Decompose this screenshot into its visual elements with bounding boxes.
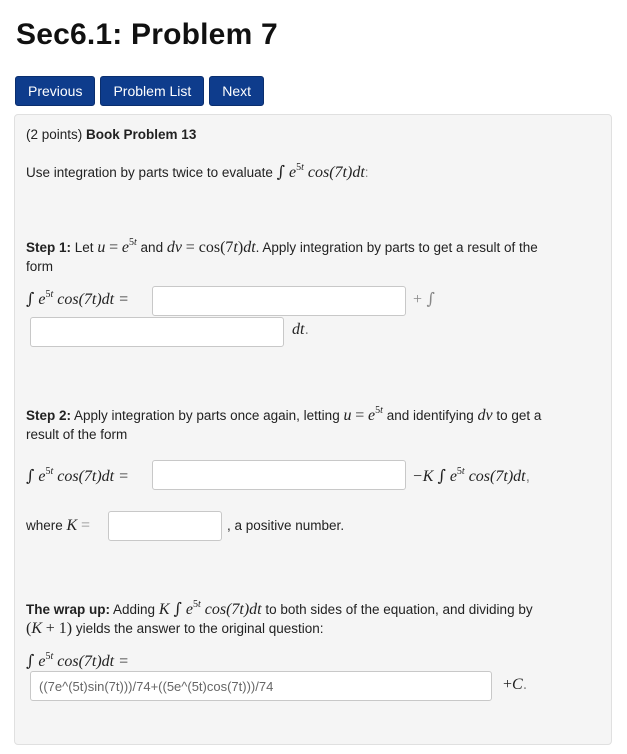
problem-header: [26, 125, 196, 144]
next-button[interactable]: Next: [209, 76, 264, 106]
step2-answer-input[interactable]: [152, 460, 406, 490]
wrapup-label: The wrap up:: [26, 602, 110, 617]
final-answer-input[interactable]: [30, 671, 492, 701]
plus-c: +C.: [503, 676, 528, 693]
previous-button[interactable]: Previous: [15, 76, 95, 106]
step1-label: Step 1:: [26, 240, 72, 255]
wrapup-lhs: ∫ $e^{5t}$ cos(7t)dt =: [26, 651, 129, 670]
problem-nav: [15, 76, 264, 106]
step1-plus-integral: + ∫: [413, 289, 435, 308]
intro-text: Use integration by parts twice to evaluate: [26, 165, 273, 180]
step2-where: where K =: [26, 517, 91, 534]
step1-first-answer-input[interactable]: [152, 286, 406, 316]
k-value-input[interactable]: [108, 511, 222, 541]
intro-integral: ∫ $e^{5t}$ cos(7t)dt: [276, 162, 365, 181]
points-label: (2 points): [26, 127, 83, 142]
step1-lhs: ∫ $e^{5t}$ cos(7t)dt =: [26, 289, 129, 308]
problem-list-button[interactable]: Problem List: [100, 76, 204, 106]
step1-dt: dt.: [292, 321, 309, 338]
step2-label: Step 2:: [26, 408, 72, 423]
problem-intro: Use integration by parts twice to evaluate ∫ $e^{5t}$ cos(7t)dt:: [26, 162, 369, 181]
step2-lhs: ∫ $e^{5t}$ cos(7t)dt =: [26, 466, 129, 485]
positive-number-text: , a positive number.: [227, 518, 345, 533]
step2-rhs: −K ∫ $e^{5t}$ cos(7t)dt,: [412, 466, 531, 485]
problem-body: [14, 114, 612, 745]
page-title: Sec6.1: Problem 7: [16, 18, 278, 51]
step1-second-answer-input[interactable]: [30, 317, 284, 347]
step2-text: Step 2: Apply integration by parts once again, letting $u = e^{5t}$ and identifying dv to get a result of the form: [26, 405, 542, 442]
wrapup-text: The wrap up: Adding K ∫ $e^{5t}$ cos(7t)dt to both sides of the equation, and dividing by (K + 1) yields the answer to the original question:: [26, 599, 533, 637]
problem-source: Book Problem 13: [86, 127, 197, 142]
step1-text: Step 1: Let $u = e^{5t}$ and dv = cos(7t)dt. Apply integration by parts to get a result of the form: [26, 237, 538, 274]
